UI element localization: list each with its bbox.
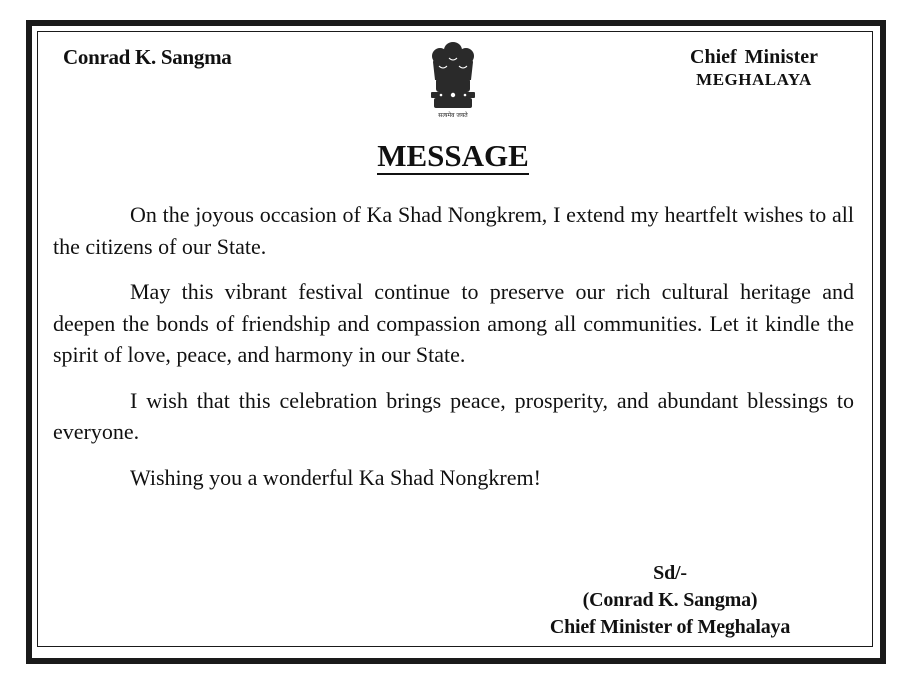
state-emblem-icon <box>425 40 481 120</box>
signature-designation: Chief Minister of Meghalaya <box>549 616 791 638</box>
designation-title: Chief Minister <box>690 46 818 68</box>
sender-name: Conrad K. Sangma <box>63 45 232 69</box>
paragraph-2: May this vibrant festival continue to preserve our rich cultural heritage and deepen the bonds of friendship and compassion among all communities. Let it kindle the spirit of love, peace, and harmony in our State. <box>53 279 854 367</box>
paragraph-1: On the joyous occasion of Ka Shad Nongkrem, I extend my heartfelt wishes to all the citizens of our State. <box>53 202 854 259</box>
signature-name: (Conrad K. Sangma) <box>582 589 758 611</box>
sender-designation <box>690 45 818 91</box>
signature-sd: Sd/- <box>653 562 687 584</box>
signature-block <box>520 560 820 641</box>
emblem-motto: सत्यमेव जयते <box>438 112 468 119</box>
paragraph-4: Wishing you a wonderful Ka Shad Nongkrem! <box>130 464 541 490</box>
paragraph-3: I wish that this celebration brings peace, prosperity, and abundant blessings to everyone. <box>53 387 854 444</box>
designation-state: MEGHALAYA <box>696 70 812 89</box>
message-heading <box>0 136 906 176</box>
message-heading-text: MESSAGE <box>377 138 529 173</box>
message-body <box>53 199 854 507</box>
